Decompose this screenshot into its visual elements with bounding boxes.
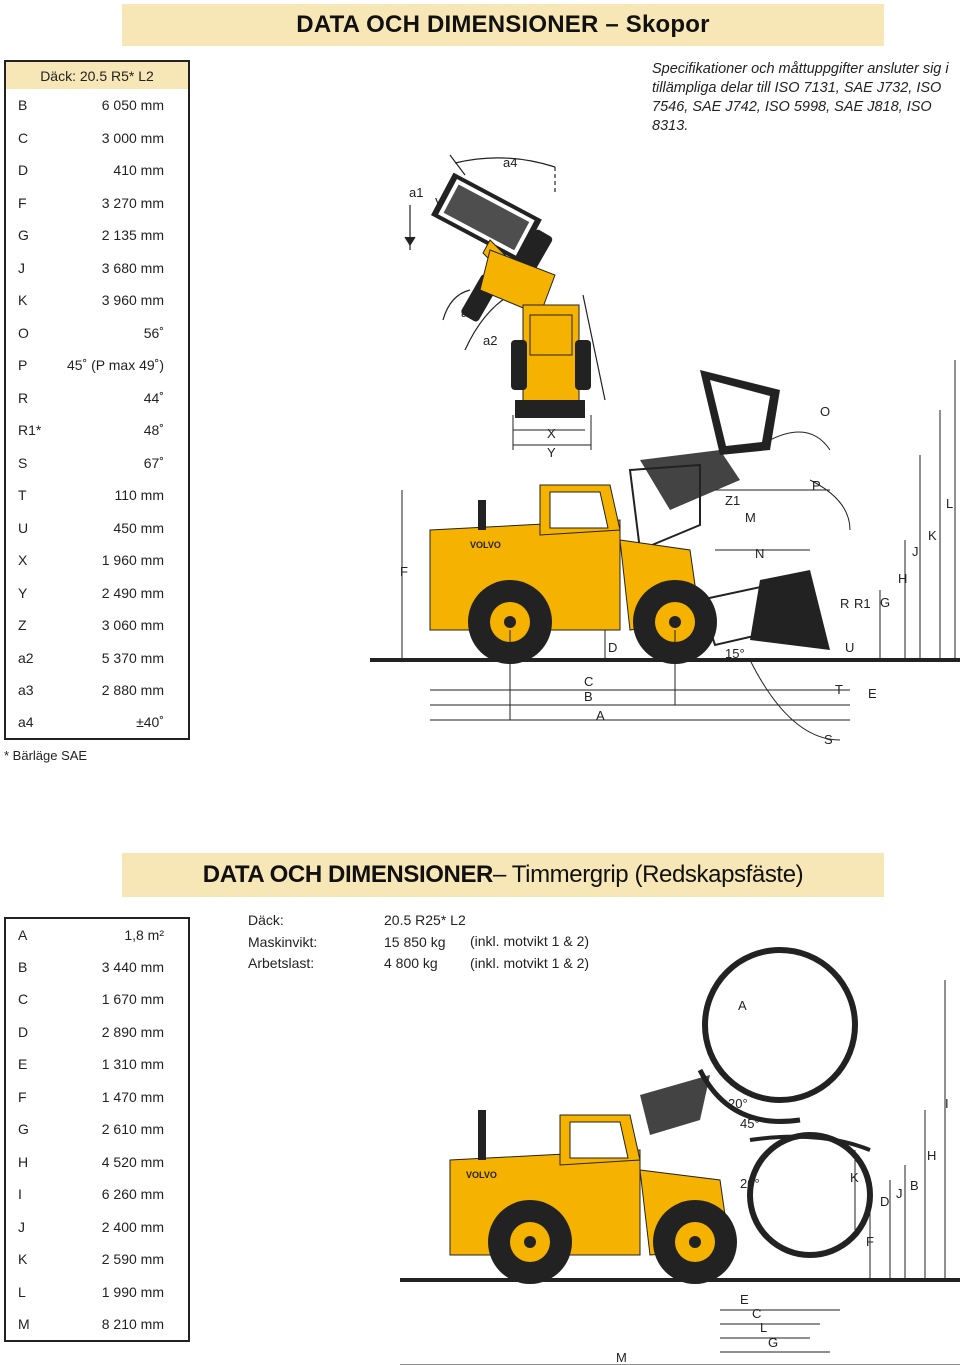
value-working-load: 4 800 kg [384, 955, 438, 971]
row-value: 3 680 mm [53, 252, 189, 285]
table-row [5, 1178, 189, 1211]
table-row [5, 1243, 189, 1276]
row-value: 1,8 m² [53, 918, 189, 951]
label-v: V [435, 195, 444, 210]
row-value: 67˚ [53, 447, 189, 480]
row-key: K [5, 284, 53, 317]
label-u: U [845, 640, 855, 655]
label-g: G [880, 595, 891, 610]
label-r: R [840, 596, 850, 611]
label-a4: a4 [503, 155, 518, 170]
row-value: 3 440 mm [53, 951, 189, 984]
label-l: L [946, 496, 954, 511]
row-value: 410 mm [53, 154, 189, 187]
row-value: 45˚ (P max 49˚) [53, 349, 189, 382]
row-value: 1 670 mm [53, 983, 189, 1016]
label-s: S [824, 732, 833, 747]
row-key: H [5, 1146, 53, 1179]
row-value: 110 mm [53, 479, 189, 512]
row-value: 3 270 mm [53, 187, 189, 220]
label-a2: a2 [483, 333, 498, 348]
row-value: ±40˚ [53, 707, 189, 740]
title2-rest: – Timmergrip (Redskapsfäste) [493, 861, 804, 888]
row-key: D [5, 154, 53, 187]
value-tires: 20.5 R25* L2 [384, 912, 466, 928]
row-key: T [5, 479, 53, 512]
table-row [5, 89, 189, 122]
label-p: P [812, 478, 821, 493]
table-row [5, 349, 189, 382]
label-15deg: 15° [725, 646, 745, 661]
label-tires: Däck: [248, 912, 284, 928]
row-key: L [5, 1276, 53, 1309]
table-row [5, 447, 189, 480]
table-row [5, 983, 189, 1016]
label-t: T [835, 682, 843, 697]
tire-header: Däck: 20.5 R5* L2 [5, 61, 189, 89]
row-key: S [5, 447, 53, 480]
row-value: 4 520 mm [53, 1146, 189, 1179]
row-value: 5 370 mm [53, 642, 189, 675]
brand-logo-side: VOLVO [470, 540, 501, 550]
row-key: a2 [5, 642, 53, 675]
grapple-label-g: G [768, 1335, 779, 1350]
table-row [5, 284, 189, 317]
row-value: 1 470 mm [53, 1081, 189, 1114]
row-key: X [5, 544, 53, 577]
row-value: 3 060 mm [53, 609, 189, 642]
table-row [5, 219, 189, 252]
label-y: Y [547, 445, 556, 460]
grapple-label-e: E [740, 1292, 749, 1307]
row-key: a3 [5, 674, 53, 707]
value-machine-weight: 15 850 kg [384, 933, 446, 950]
specification-note: Specifikationer och måttuppgifter ansluter sig i tillämpliga delar till ISO 7131, SAE J732, ISO 7546, SAE J742, ISO 5998, SAE J818, ISO 8313. [652, 61, 949, 134]
label-o: O [820, 404, 831, 419]
row-value: 2 880 mm [53, 674, 189, 707]
table-row [5, 1146, 189, 1179]
grapple-label-d: D [880, 1194, 890, 1209]
row-key: Z [5, 609, 53, 642]
row-value: 1 960 mm [53, 544, 189, 577]
brand-logo-grapple: VOLVO [466, 1170, 497, 1180]
row-value: 2 490 mm [53, 577, 189, 610]
row-value: 56˚ [53, 317, 189, 350]
table-row [5, 674, 189, 707]
table-row [5, 577, 189, 610]
row-key: J [5, 1211, 53, 1244]
table-row [5, 154, 189, 187]
row-value: 2 135 mm [53, 219, 189, 252]
row-value: 6 260 mm [53, 1178, 189, 1211]
grapple-label-k: K [850, 1170, 859, 1185]
label-d: D [608, 640, 618, 655]
note-machine-weight: (inkl. motvikt 1 & 2) [470, 933, 590, 949]
label-j: J [912, 544, 919, 559]
table-row [5, 1113, 189, 1146]
row-value: 3 000 mm [53, 122, 189, 155]
row-key: Y [5, 577, 53, 610]
machine-info-notes [470, 931, 589, 974]
page-title-grapple [122, 853, 884, 897]
row-key: O [5, 317, 53, 350]
table-row [5, 609, 189, 642]
label-z1: Z1 [725, 493, 741, 508]
loader-side-view-diagram [370, 360, 960, 780]
label-e: E [868, 686, 877, 701]
row-key: C [5, 983, 53, 1016]
label-f: F [400, 564, 408, 579]
label-r1: R1 [854, 596, 871, 611]
row-value: 1 310 mm [53, 1048, 189, 1081]
label-working-load: Arbetslast: [248, 955, 315, 971]
row-key: U [5, 512, 53, 545]
machine-info-labels [248, 910, 317, 975]
label-a: A [596, 708, 605, 723]
grapple-label-a: A [738, 998, 747, 1013]
table-row [5, 1211, 189, 1244]
row-key: G [5, 1113, 53, 1146]
label-h: H [898, 571, 908, 586]
table-row [5, 918, 189, 951]
row-value: 1 990 mm [53, 1276, 189, 1309]
label-machine-weight: Maskinvikt: [248, 933, 318, 950]
table-row [5, 252, 189, 285]
row-value: 48˚ [53, 414, 189, 447]
row-value: 450 mm [53, 512, 189, 545]
grapple-label-f: F [866, 1234, 874, 1249]
grapple-dimension-table [4, 917, 190, 1342]
row-value: 3 960 mm [53, 284, 189, 317]
table-row [5, 1276, 189, 1309]
row-value: 2 590 mm [53, 1243, 189, 1276]
table-row [5, 1081, 189, 1114]
table-row [5, 512, 189, 545]
row-key: J [5, 252, 53, 285]
table-row [5, 642, 189, 675]
row-key: D [5, 1016, 53, 1049]
row-key: R1* [5, 414, 53, 447]
label-a3: a3 [461, 305, 476, 320]
row-key: M [5, 1308, 53, 1341]
grapple-label-j: J [896, 1186, 903, 1201]
label-n: N [755, 546, 765, 561]
footnote: * Bärläge SAE [4, 748, 88, 763]
machine-info-values [384, 910, 466, 975]
row-key: F [5, 187, 53, 220]
grapple-side-view-diagram [400, 980, 960, 1365]
table-row [5, 1308, 189, 1341]
title2-bold: DATA OCH DIMENSIONER [202, 861, 493, 888]
table-row [5, 479, 189, 512]
table-row [5, 1016, 189, 1049]
table-row [5, 187, 189, 220]
label-x: X [547, 426, 556, 441]
table-row [5, 317, 189, 350]
row-key: I [5, 1178, 53, 1211]
label-b: B [584, 689, 593, 704]
table-row [5, 951, 189, 984]
table-row [5, 414, 189, 447]
row-key: C [5, 122, 53, 155]
grapple-label-20deg-b: 20° [740, 1176, 760, 1191]
row-value: 2 890 mm [53, 1016, 189, 1049]
row-value: 2 610 mm [53, 1113, 189, 1146]
row-value: 44˚ [53, 382, 189, 415]
row-value: 2 400 mm [53, 1211, 189, 1244]
grapple-label-b: B [910, 1178, 919, 1193]
grapple-label-c: C [752, 1306, 762, 1321]
row-key: B [5, 89, 53, 122]
bucket-dimension-table [4, 60, 190, 740]
row-key: G [5, 219, 53, 252]
row-key: P [5, 349, 53, 382]
table-row [5, 544, 189, 577]
grapple-label-m: M [616, 1350, 627, 1365]
row-key: B [5, 951, 53, 984]
table-row [5, 707, 189, 740]
table-row [5, 382, 189, 415]
label-a1: a1 [409, 185, 424, 200]
label-c: C [584, 674, 594, 689]
grapple-label-i: I [945, 1096, 949, 1111]
table-row [5, 1048, 189, 1081]
grapple-label-45deg: 45° [740, 1116, 760, 1131]
grapple-label-h: H [927, 1148, 937, 1163]
table-row [5, 122, 189, 155]
row-key: A [5, 918, 53, 951]
grapple-label-l: L [760, 1320, 768, 1335]
row-key: R [5, 382, 53, 415]
label-m: M [745, 510, 756, 525]
row-value: 6 050 mm [53, 89, 189, 122]
row-value: 8 210 mm [53, 1308, 189, 1341]
row-key: K [5, 1243, 53, 1276]
note-working-load: (inkl. motvikt 1 & 2) [470, 954, 590, 971]
row-key: E [5, 1048, 53, 1081]
grapple-label-20deg-a: 20° [728, 1096, 748, 1111]
row-key: a4 [5, 707, 53, 740]
label-k: K [928, 528, 937, 543]
page-title-buckets: DATA OCH DIMENSIONER – Skopor [122, 4, 884, 46]
row-key: F [5, 1081, 53, 1114]
